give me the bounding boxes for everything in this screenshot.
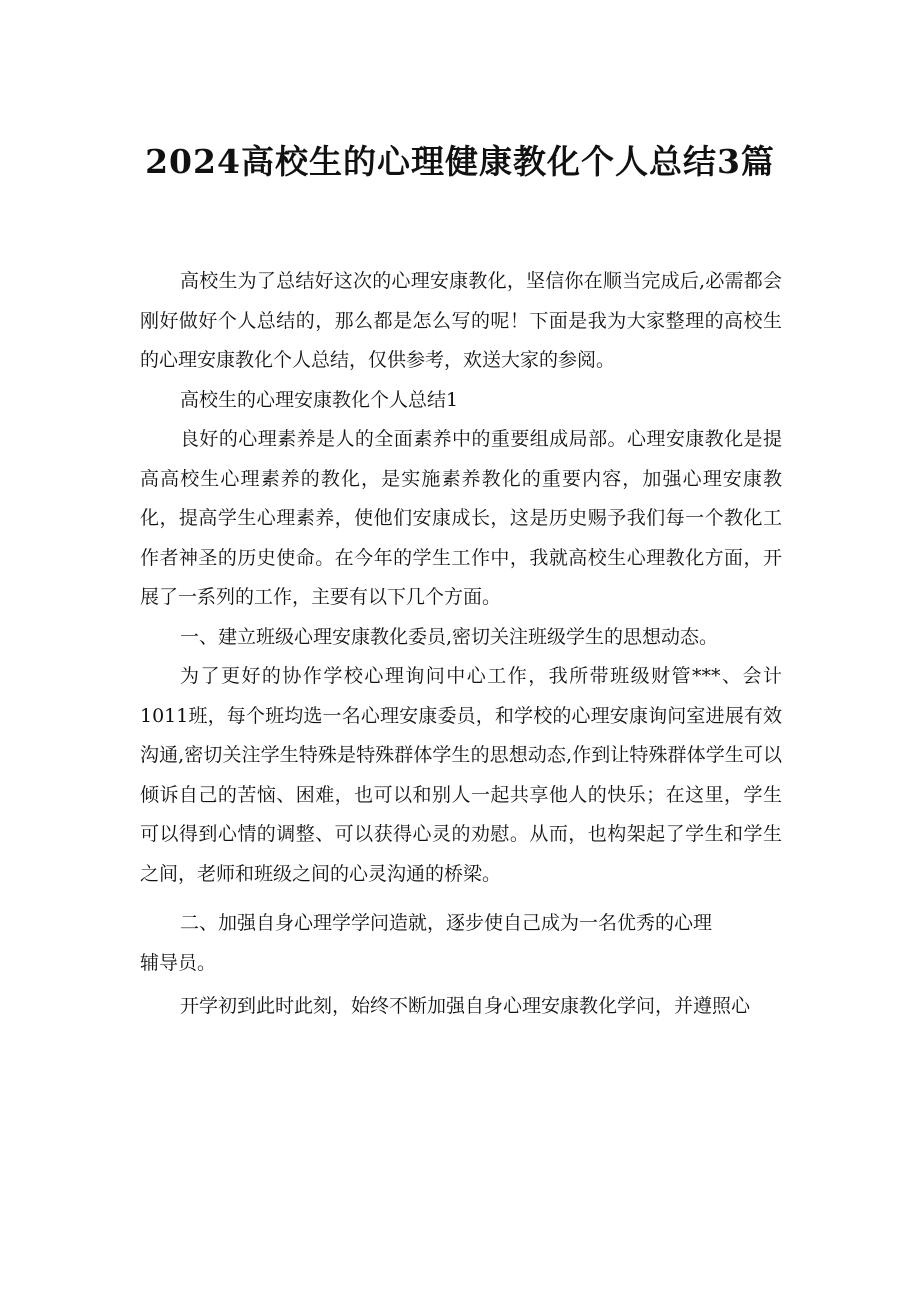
body-paragraph: 开学初到此时此刻，始终不断加强自身心理安康教化学问，并遵照心 — [180, 995, 751, 1017]
document-title: 2024高校生的心理健康教化个人总结3篇 — [145, 142, 775, 181]
point-heading-2-continuation: 辅导员。 — [140, 951, 217, 974]
document-body — [140, 262, 782, 1027]
intro-paragraph: 高校生为了总结好这次的心理安康教化，坚信你在顺当完成后,必需都会刚好做好个人总结的，那么都是怎么写的呢！下面是我为大家整理的高校生的心理安康教化个人总结，仅供参考，欢送大家的参阅。 — [140, 270, 782, 371]
section-heading-1: 高校生的心理安康教化个人总结1 — [180, 388, 459, 411]
body-paragraph: 良好的心理素养是人的全面素养中的重要组成局部。心理安康教化是提高高校生心理素养的教化，是实施素养教化的重要内容，加强心理安康教化，提高学生心理素养，使他们安康成长，这是历史赐予我们每一个教化工作者神圣的历史使命。在今年的学生工作中，我就高校生心理教化方面，开展了一系列的工作，主要有以下几个方面。 — [140, 428, 782, 608]
body-paragraph: 为了更好的协作学校心理询问中心工作，我所带班级财管***、会计1011班，每个班均选一名心理安康委员，和学校的心理安康询问室进展有效沟通,密切关注学生特殊是特殊群体学生的思想动态,作到让特殊群体学生可以倾诉自己的苦恼、困难，也可以和别人一起共享他人的快乐；在这里，学生可以得到心情的调整、可以获得心灵的劝慰。从而，也构架起了学生和学生之间，老师和班级之间的心灵沟通的桥梁。 — [140, 665, 782, 885]
point-heading-1: 一、建立班级心理安康教化委员,密切关注班级学生的思想动态。 — [180, 625, 719, 648]
point-heading-2: 二、加强自身心理学学问造就，逐步使自己成为一名优秀的心理 — [180, 912, 713, 934]
